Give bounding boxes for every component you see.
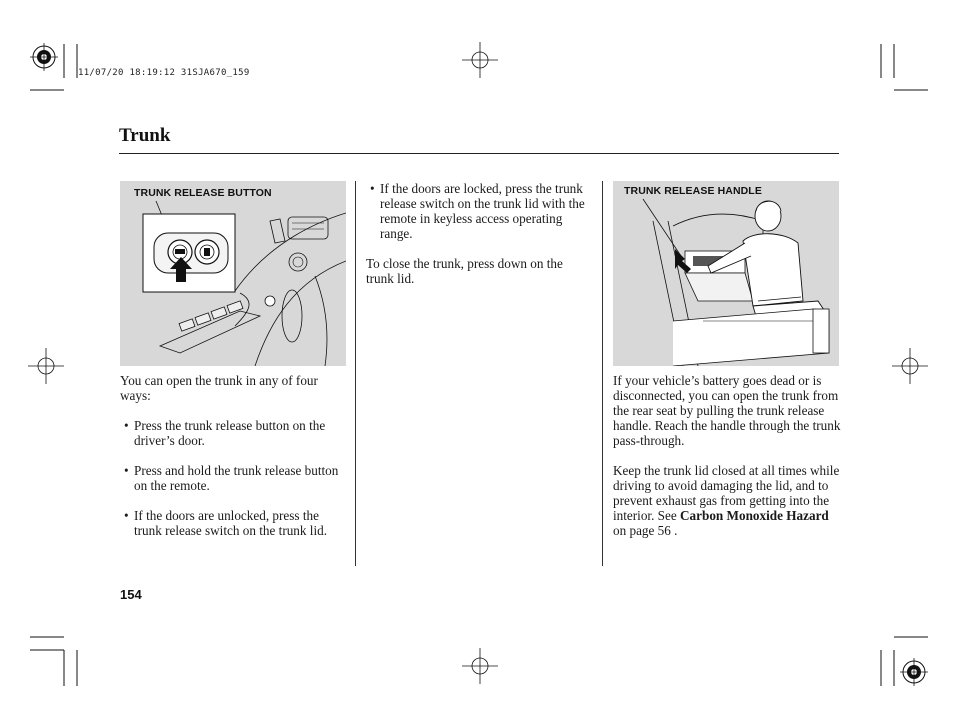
cross-reference-link[interactable]: Carbon Monoxide Hazard — [680, 508, 829, 523]
registration-sunburst-icon — [900, 658, 928, 686]
trunk-release-button-figure — [120, 181, 346, 366]
print-timestamp: 11/07/20 18:19:12 31SJA670_159 — [78, 68, 250, 78]
title-rule — [119, 153, 839, 154]
list-item: • If the doors are locked, press the trunk release switch on the trunk lid with the remote in keyless access operating range. — [366, 181, 590, 241]
page-number: 154 — [120, 587, 142, 602]
registration-crosshair-icon — [28, 348, 64, 384]
rear-seat-illustration — [613, 181, 839, 366]
registration-crosshair-icon — [462, 42, 498, 78]
page-reference-text: on page 56 . — [613, 523, 678, 538]
page-title: Trunk — [119, 125, 171, 146]
column-divider — [355, 181, 356, 566]
figure-label: TRUNK RELEASE BUTTON — [134, 187, 272, 199]
door-panel-illustration — [120, 181, 346, 366]
column-divider — [602, 181, 603, 566]
battery-paragraph: If your vehicle’s battery goes dead or is disconnected, you can open the trunk from the rear seat by pulling the trunk release handle. Reach the handle through the trunk pass-through. — [613, 373, 841, 448]
registration-crosshair-icon — [892, 348, 928, 384]
list-item: • If the doors are unlocked, press the trunk release switch on the trunk lid. — [120, 508, 346, 538]
open-methods-list — [120, 418, 346, 538]
list-item: • Press and hold the trunk release button on the remote. — [120, 463, 346, 493]
figure-label: TRUNK RELEASE HANDLE — [624, 185, 762, 197]
intro-paragraph: You can open the trunk in any of four ways: — [120, 373, 318, 403]
column-1 — [120, 373, 346, 553]
open-methods-list-continued — [366, 181, 590, 241]
registration-sunburst-icon — [30, 43, 58, 71]
keep-closed-paragraph — [613, 463, 841, 538]
column-2 — [366, 181, 590, 286]
keep-closed-text: Keep the trunk lid closed at all times while driving to avoid damaging the lid, and to prevent exhaust gas from getting into the interior. See — [613, 463, 840, 523]
close-trunk-paragraph: To close the trunk, press down on the trunk lid. — [366, 256, 563, 286]
list-item: • Press the trunk release button on the driver’s door. — [120, 418, 346, 448]
trunk-release-handle-figure — [613, 181, 839, 366]
registration-crosshair-icon — [462, 648, 498, 684]
column-3 — [613, 373, 841, 538]
